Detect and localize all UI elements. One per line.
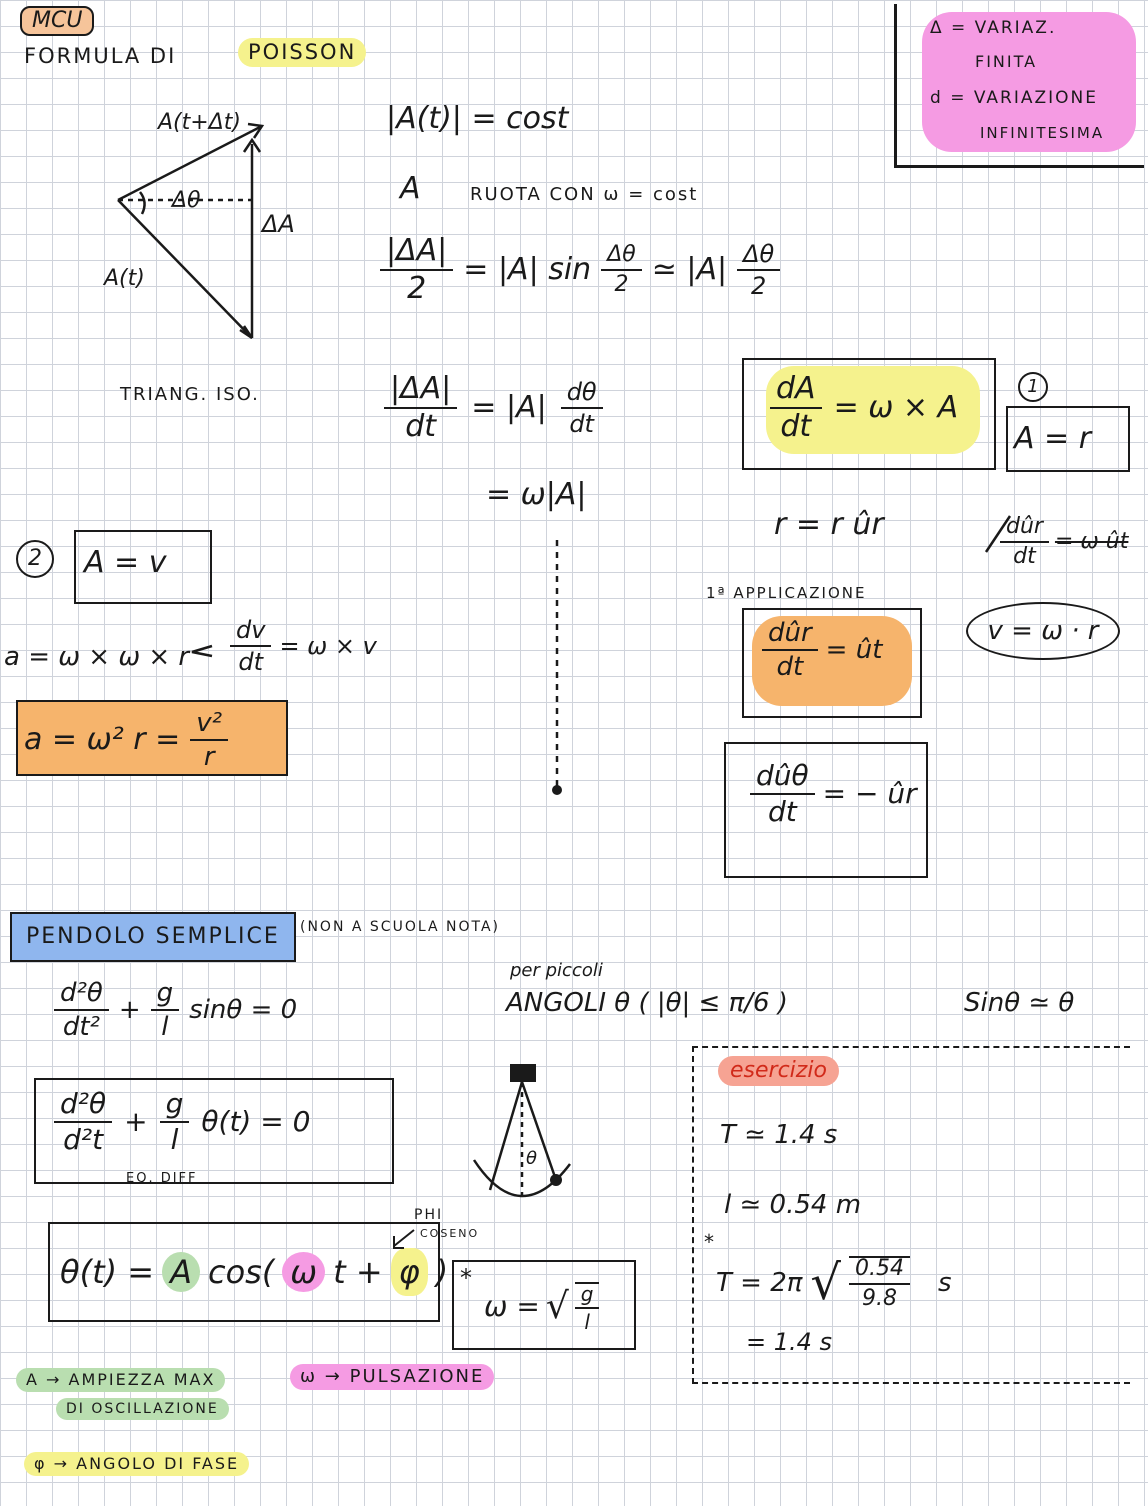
phi-note-1: PHI [414, 1207, 444, 1223]
phi-note-2: COSENO [420, 1227, 480, 1240]
label-a-t-dt: A(t+Δt) [158, 110, 241, 135]
omega-eq: ω = √ $\frac{g}{l}$ [484, 1282, 599, 1332]
legend-line-3: d = VARIAZIONE [930, 88, 1098, 108]
eq-diff-label: EQ. DIFF [126, 1171, 198, 1186]
case-2-eq: A = v [84, 545, 167, 580]
linear-ode: $\frac{\text{d²θ}}{\text{d²t}}$ + $\frac{g}{l}$ θ(t) = 0 [54, 1090, 310, 1154]
exercise-formula: T = 2π √ $\frac{0.54}{9.8}$ s [716, 1255, 952, 1311]
eq-derivative-modulus: $\frac{|\Delta A|}{dt}$ = |A| $\frac{d\theta}{dt}$ [384, 374, 603, 442]
exercise-length: l ≃ 0.54 m [724, 1190, 862, 1220]
exercise-result: = 1.4 s [746, 1328, 833, 1356]
key-phase: φ → ANGOLO DI FASE [24, 1452, 249, 1476]
eq-rotation-note: RUOTA CON ω = cost [470, 184, 699, 205]
label-delta-a: ΔA [262, 210, 295, 238]
label-a-t: A(t) [104, 266, 145, 291]
pendulum-title: PENDOLO SEMPLICE [10, 912, 296, 962]
key-pulsation: ω → PULSAZIONE [290, 1364, 494, 1390]
case-1-eq: A = r [1014, 421, 1092, 456]
exercise-period: T ≃ 1.4 s [720, 1120, 838, 1150]
eq-dv-dt: $\frac{dv}{dt}$ = ω × v [230, 618, 377, 674]
first-application-label: 1ª APPLICAZIONE [706, 584, 867, 602]
label-triangle: TRIANG. ISO. [120, 384, 260, 405]
small-angles-2: ANGOLI θ ( |θ| ≤ π/6 ) [506, 988, 788, 1018]
case-1-label: 1 [1018, 372, 1048, 402]
small-angles-1: per piccoli [510, 960, 603, 981]
eq-v-omega-r: v = ω · r [966, 602, 1120, 660]
poisson-formula: $\frac{dA}{dt}$ = ω × A [770, 374, 958, 442]
pendulum-note: (NON A SCUOLA NOTA) [300, 919, 500, 935]
legend-line-2: FINITA [975, 52, 1038, 71]
key-amplitude-2: DI OSCILLAZIONE [56, 1398, 229, 1420]
dut-eq: $\frac{\text{dûθ}}{dt}$ = − ûr [750, 762, 917, 826]
acceleration-eq: a = ω² r = $\frac{\text{v²}}{r}$ [24, 710, 228, 770]
exercise-star: * [704, 1230, 714, 1254]
mcu-tag: MCU [20, 6, 94, 36]
eq-modulus-constant: |A(t)| = cost [386, 101, 569, 136]
label-delta-theta: Δθ [172, 188, 201, 213]
legend-line-1: Δ = VARIAZ. [930, 18, 1057, 38]
omega-star: * [460, 1264, 472, 1292]
solution-eq: θ(t) = A cos( ω t + φ ) [60, 1248, 448, 1296]
eq-dur-struck: $\frac{\text{dûr}}{dt}$ = ω ût [1000, 516, 1128, 568]
small-angles-3: Sinθ ≃ θ [964, 988, 1075, 1018]
pendulum-theta: θ [526, 1148, 538, 1169]
eq-acceleration-cross: a = ω × ω × r [4, 642, 190, 672]
eq-a-vector: A [400, 171, 421, 206]
case-2-label: 2 [16, 540, 54, 578]
pendulum-ode: $\frac{\text{d²θ}}{\text{dt²}}$ + $\frac{g}{l}$ sinθ = 0 [54, 980, 297, 1040]
eq-omega-a: = ω|A| [486, 477, 587, 512]
key-amplitude-1: A → AMPIEZZA MAX [16, 1368, 225, 1392]
first-application-eq: $\frac{\text{dûr}}{dt}$ = ût [762, 620, 882, 680]
legend-line-4: INFINITESIMA [980, 124, 1105, 142]
eq-delta-a-sin: $\frac{|\Delta A|}{2}$ = |A| sin $\frac{\Delta\theta}{2}$ ≃ |A| $\frac{\Delta\theta}{2}$ [380, 236, 780, 304]
section-title-formula: FORMULA DI [24, 44, 177, 68]
exercise-title: esercizio [718, 1056, 839, 1086]
eq-r-unit: r = r ûr [774, 507, 884, 542]
section-title-poisson: POISSON [238, 38, 366, 67]
